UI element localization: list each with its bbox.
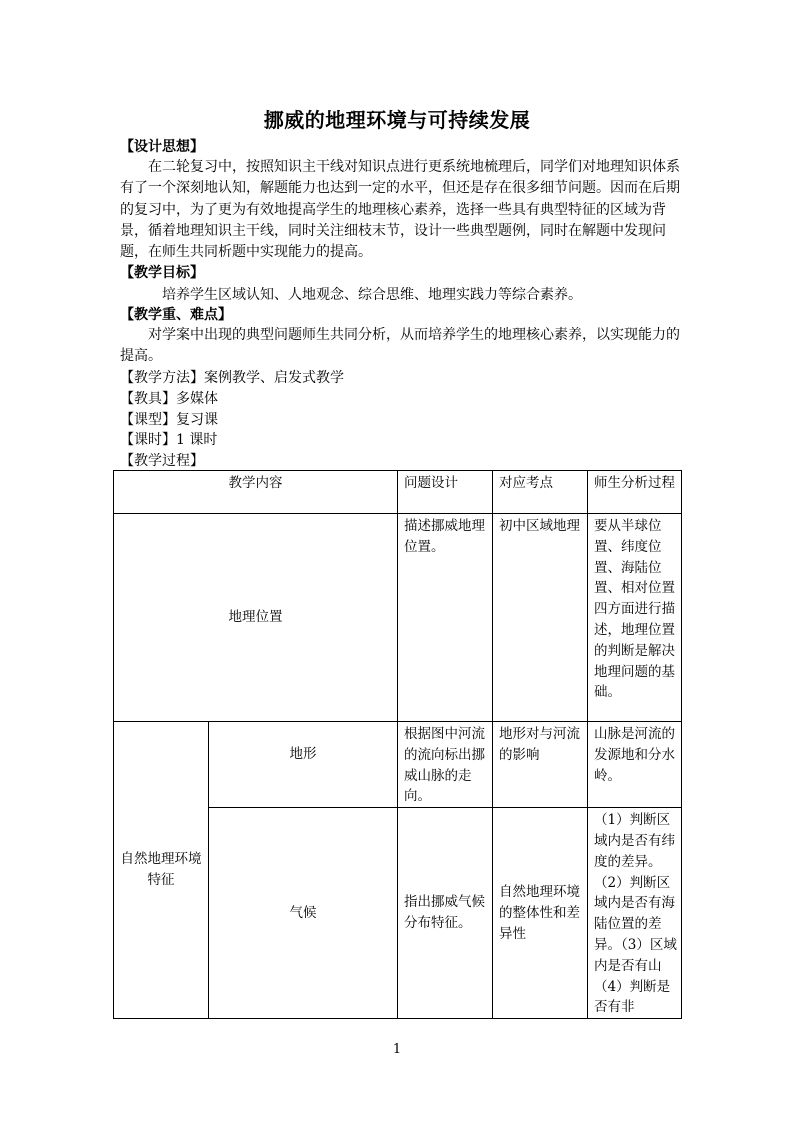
cell-climate-question: 指出挪威气候分布特征。: [398, 808, 493, 1019]
process-heading: 【教学过程】: [120, 453, 204, 469]
cell-terrain-point: 地形对与河流的影响: [493, 722, 588, 808]
cell-climate-analysis: （1）判断区域内是否有纬度的差异。（2）判断区域内是否有海陆位置的差异。（3）区域内是否有山（4）判断是否有非: [588, 808, 682, 1019]
key-paragraph: 对学案中出现的典型问题师生共同分析，从而培养学生的地理核心素养，以实现能力的提高。: [120, 327, 680, 365]
key-heading: 【教学重、难点】: [120, 307, 232, 323]
method-line: 【教学方法】案例教学、启发式教学: [120, 370, 344, 386]
cell-climate-content: 气候: [209, 808, 398, 1019]
cell-climate-point: 自然地理环境的整体性和差异性: [493, 808, 588, 1019]
document-title: 挪威的地理环境与可持续发展: [263, 108, 531, 132]
cell-terrain-content: 地形: [209, 722, 398, 808]
cell-terrain-analysis: 山脉是河流的发源地和分水岭。: [588, 722, 682, 808]
teaching-process-table: [113, 470, 682, 1019]
table-header-row: [114, 471, 682, 514]
hours-line: 【课时】1 课时: [120, 432, 218, 448]
header-content: 教学内容: [114, 471, 398, 514]
header-question: 问题设计: [398, 471, 493, 514]
cell-location-question: 描述挪威地理位置。: [398, 514, 493, 722]
goal-heading: 【教学目标】: [120, 265, 204, 281]
header-point: 对应考点: [493, 471, 588, 514]
cell-terrain-question: 根据图中河流的流向标出挪威山脉的走向。: [398, 722, 493, 808]
lesson-type-line: 【课型】复习课: [120, 412, 218, 428]
cell-location-content: 地理位置: [114, 514, 398, 722]
design-paragraph: 在二轮复习中，按照知识主干线对知识点进行更系统地梳理后，同学们对地理知识体系有了一个深刻地认知，解题能力也达到一定的水平，但还是存在很多细节问题。因而在后期的复习中，为了更为有效地提高学生的地理核心素养，选择一些具有典型特征的区域为背景，循着地理知识主干线，同时关注细枝末节，设计一些典型题例，同时在解题中发现问题，在师生共同析题中实现能力的提高。: [120, 159, 680, 261]
cell-location-point: 初中区域地理: [493, 514, 588, 722]
table-row: [114, 722, 682, 808]
cell-location-analysis: 要从半球位置、纬度位置、海陆位置、相对位置四方面进行描述，地理位置的判断是解决地理问题的基础。: [588, 514, 682, 722]
table-row: [114, 514, 682, 722]
header-analysis: 师生分析过程: [588, 471, 682, 514]
tools-line: 【教具】多媒体: [120, 391, 218, 407]
cell-natural-group: 自然地理环境特征: [114, 722, 209, 1019]
page-number: 1: [392, 1042, 402, 1057]
design-heading: 【设计思想】: [120, 139, 204, 155]
goal-paragraph: 培养学生区域认知、人地观念、综合思维、地理实践力等综合素养。: [162, 287, 582, 303]
